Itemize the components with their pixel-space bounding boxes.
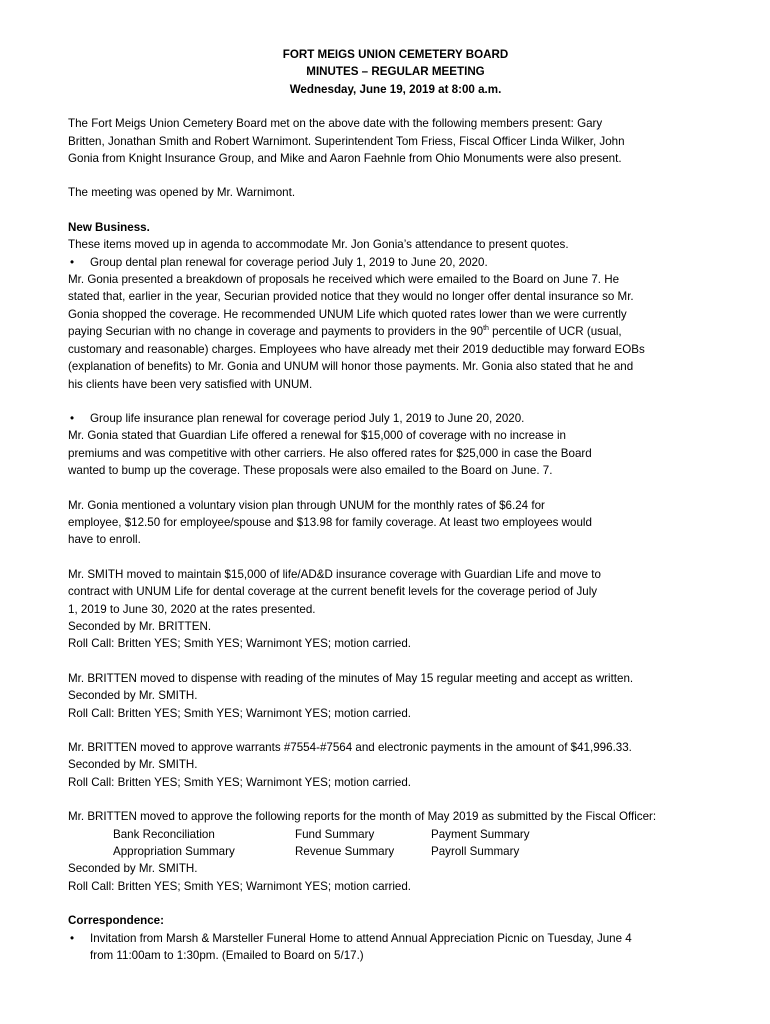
meeting-date: Wednesday, June 19, 2019 at 8:00 a.m. [289, 82, 502, 96]
agenda-note: These items moved up in agenda to accommodate Mr. Jon Gonia’s attendance to present quotes. [68, 238, 569, 252]
motion-second: Seconded by Mr. BRITTEN. [68, 619, 212, 633]
dental-line: customary and reasonable) charges. Employees who have already met their 2019 deductible may forward EOBs [68, 342, 645, 356]
life-line: wanted to bump up the coverage. These proposals were also emailed to the Board on June. 7. [68, 464, 553, 478]
report-item: Payment Summary [431, 827, 530, 841]
dental-line: Mr. Gonia presented a breakdown of proposals he received which were emailed to the Board on June 7. He [68, 273, 620, 287]
dental-line: his clients have been very satisfied with UNUM. [68, 377, 313, 391]
motion-roll-call: Roll Call: Britten YES; Smith YES; Warnimont YES; motion carried. [68, 706, 412, 720]
motion-second: Seconded by Mr. SMITH. [68, 689, 198, 703]
correspondence-item [68, 930, 723, 965]
motion-line: contract with UNUM Life for dental coverage at the current benefit levels for the coverage period of July [68, 585, 598, 599]
motion-line: Mr. SMITH moved to maintain $15,000 of life/AD&D insurance coverage with Guardian Life and move to [68, 567, 601, 581]
ordinal-suffix: th [483, 325, 489, 333]
dental-bullet-text: Group dental plan renewal for coverage period July 1, 2019 to June 20, 2020. [90, 255, 488, 269]
vision-line: Mr. Gonia mentioned a voluntary vision plan through UNUM for the monthly rates of $6.24 for [68, 498, 545, 512]
intro-line: Britten, Jonathan Smith and Robert Warnimont. Superintendent Tom Friess, Fiscal Officer Linda Wilker, John [68, 134, 625, 148]
motion-second: Seconded by Mr. SMITH. [68, 862, 198, 876]
life-line: premiums and was competitive with other carriers. He also offered rates for $25,000 in case the Board [68, 446, 592, 460]
bullet-icon: • [70, 931, 75, 945]
reports-list [68, 826, 723, 861]
dental-bullet-item [68, 254, 723, 271]
dental-line [68, 323, 723, 340]
bullet-icon: • [70, 411, 75, 425]
intro-line: Gonia from Knight Insurance Group, and Mike and Aaron Faehnle from Ohio Monuments were also present. [68, 152, 622, 166]
life-bullet-text: Group life insurance plan renewal for coverage period July 1, 2019 to June 20, 2020. [90, 411, 525, 425]
motion-roll-call: Roll Call: Britten YES; Smith YES; Warnimont YES; motion carried. [68, 775, 412, 789]
vision-section [68, 497, 723, 549]
new-business-heading: New Business. [68, 220, 150, 234]
motion-minutes [68, 670, 723, 722]
life-insurance-section [68, 410, 723, 480]
board-name: FORT MEIGS UNION CEMETERY BOARD [282, 48, 509, 61]
motion-line: Mr. BRITTEN moved to approve warrants #7554-#7564 and electronic payments in the amount of $41,996.33. [68, 741, 632, 754]
motion-second: Seconded by Mr. SMITH. [68, 758, 198, 772]
correspondence-line: Invitation from Marsh & Marsteller Funeral Home to attend Annual Appreciation Picnic on Tuesday, June 4 [90, 931, 632, 945]
correspondence-line: from 11:00am to 1:30pm. (Emailed to Board on 5/17.) [90, 949, 364, 963]
dental-line-part: paying Securian with no change in coverage and payments to providers in the 90 [68, 325, 484, 339]
dental-line-part: percentile of UCR (usual, [488, 325, 622, 339]
motion-roll-call: Roll Call: Britten YES; Smith YES; Warnimont YES; motion carried. [68, 637, 412, 651]
vision-line: employee, $12.50 for employee/spouse and $13.98 for family coverage. At least two employees would [68, 515, 592, 529]
vision-line: have to enroll. [68, 533, 141, 547]
motion-reports [68, 808, 723, 895]
correspondence-heading: Correspondence: [68, 914, 164, 928]
motion-line: Mr. BRITTEN moved to approve the following reports for the month of May 2019 as submitted by the Fiscal Officer: [68, 810, 657, 824]
document-type: MINUTES – REGULAR MEETING [306, 65, 485, 79]
report-item: Fund Summary [295, 827, 375, 841]
opened-paragraph [68, 184, 723, 201]
motion-roll-call: Roll Call: Britten YES; Smith YES; Warnimont YES; motion carried. [68, 879, 412, 893]
dental-line: stated that, earlier in the year, Securian provided notice that they would no longer offer dental insurance so Mr. [68, 290, 634, 304]
life-line: Mr. Gonia stated that Guardian Life offered a renewal for $15,000 of coverage with no increase in [68, 429, 566, 443]
intro-line: The Fort Meigs Union Cemetery Board met on the above date with the following members present: Gary [68, 117, 603, 131]
motion-line: Mr. BRITTEN moved to dispense with reading of the minutes of May 15 regular meeting and accept as written. [68, 671, 634, 685]
life-bullet-item [68, 410, 723, 427]
report-item: Payroll Summary [431, 845, 520, 859]
new-business-section [68, 219, 723, 393]
motion-warrants [68, 739, 723, 791]
motion-insurance [68, 566, 723, 653]
motion-line: 1, 2019 to June 30, 2020 at the rates presented. [68, 602, 316, 616]
opened-line: The meeting was opened by Mr. Warnimont. [68, 186, 296, 200]
correspondence-section [68, 912, 723, 964]
report-item: Appropriation Summary [113, 845, 235, 859]
bullet-icon: • [70, 255, 75, 269]
report-item: Revenue Summary [295, 845, 395, 859]
intro-paragraph [68, 115, 723, 167]
dental-line: Gonia shopped the coverage. He recommended UNUM Life which quoted rates lower than we were currently [68, 307, 627, 321]
document-header [68, 46, 723, 98]
document-page [68, 46, 723, 964]
dental-line: (explanation of benefits) to Mr. Gonia and UNUM will honor those payments. Mr. Gonia also stated that he and [68, 360, 634, 374]
report-item: Bank Reconciliation [113, 827, 215, 841]
